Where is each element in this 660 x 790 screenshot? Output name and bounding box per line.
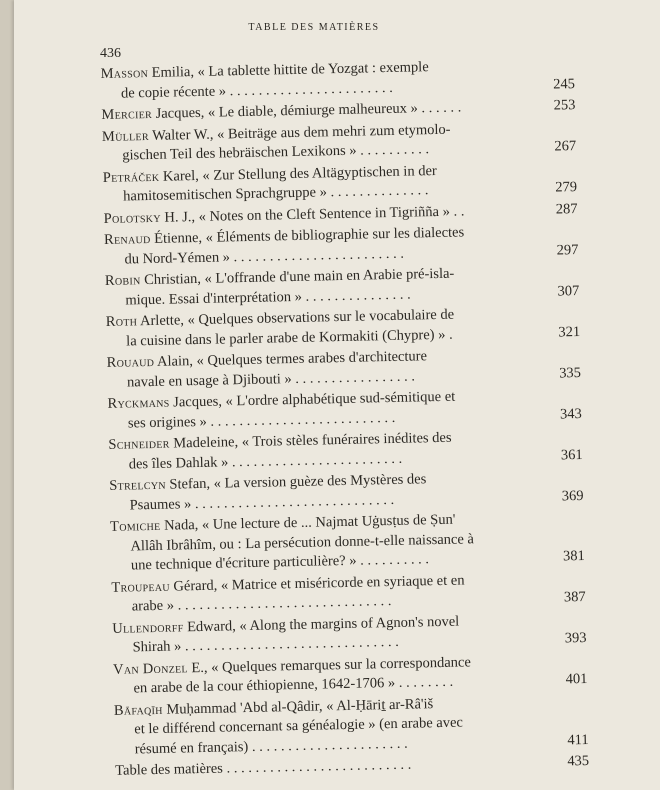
toc-author: Ryckmans bbox=[107, 394, 170, 412]
toc-author: Petráček bbox=[102, 168, 160, 186]
table-of-contents bbox=[100, 35, 590, 783]
toc-title: Nada, « Une lecture de ... Najmat Uġusṭus de Ṣun' bbox=[160, 511, 456, 534]
toc-author: Rouaud bbox=[106, 353, 155, 371]
toc-title: Arlette, « Quelques observations sur le vocabulaire de bbox=[137, 306, 455, 330]
toc-entry-continuation: Shirah » . . . . . . . . . . . . . . . . . . . . . . . . . . . . . . bbox=[132, 633, 399, 656]
toc-author: Strelcyn bbox=[109, 476, 166, 494]
toc-title: Jacques, « L'ordre alphabétique sud-sémitique et bbox=[169, 388, 456, 411]
toc-author: Schneider bbox=[108, 435, 170, 453]
toc-author: Mercier bbox=[101, 105, 153, 123]
toc-entry-continuation: du Nord-Yémen » . . . . . . . . . . . . . . . . . . . . . . . . bbox=[124, 245, 405, 268]
toc-author: Tomiche bbox=[109, 517, 161, 535]
toc-page-number: 279 bbox=[555, 179, 578, 196]
book-page bbox=[14, 0, 660, 790]
toc-title: H. J., « Notes on the Cleft Sentence in Tigriñña » . . bbox=[160, 202, 465, 226]
toc-page-number: 387 bbox=[563, 588, 586, 606]
toc-page-number: 393 bbox=[564, 629, 587, 647]
toc-page-number: 361 bbox=[560, 446, 583, 463]
toc-title: Stefan, « La version guèze des Mystères des bbox=[165, 471, 427, 493]
toc-entry-continuation: en arabe de la cour éthiopienne, 1642-1706 » . . . . . . . . bbox=[133, 673, 454, 697]
toc-page-number: 307 bbox=[557, 282, 580, 299]
toc-author: Renaud bbox=[103, 230, 151, 248]
toc-title: Edward, « Along the margins of Agnon's novel bbox=[183, 613, 460, 635]
toc-title: Table des matières . . . . . . . . . . . . . . . . . . . . . . . . . . bbox=[115, 756, 412, 779]
toc-page-number: 335 bbox=[559, 364, 582, 381]
toc-entry-continuation: la cuisine dans le parler arabe de Kormakiti (Chypre) » . bbox=[126, 326, 453, 350]
toc-entry-continuation: de copie récente » . . . . . . . . . . . . . . . . . . . . . . . bbox=[120, 79, 393, 102]
toc-title: Madeleine, « Trois stèles funéraires inédites des bbox=[169, 429, 452, 452]
toc-author: Ullendorff bbox=[112, 618, 184, 637]
toc-entry-continuation: arabe » . . . . . . . . . . . . . . . . . . . . . . . . . . . . . . bbox=[131, 593, 392, 615]
toc-entry-continuation: et le différend concernant sa généalogie » (en arabe avec bbox=[134, 714, 464, 738]
toc-entry-continuation: Allâh Ibrâhîm, ou : La persécution donne-t-elle naissance à bbox=[130, 530, 475, 554]
toc-author: Bāfaqīh bbox=[113, 701, 163, 719]
toc-page-number: 411 bbox=[567, 731, 589, 748]
toc-entry-continuation: hamitosemitischen Sprachgruppe » . . . . . . . . . . . . . . bbox=[123, 182, 429, 205]
toc-entry-continuation: ses origines » . . . . . . . . . . . . . . . . . . . . . . . . . . bbox=[127, 409, 396, 431]
toc-entry-continuation: gischen Teil des hebräischen Lexikons » . . . . . . . . . . bbox=[122, 141, 430, 164]
toc-author: Robin bbox=[104, 272, 141, 289]
toc-page-number: 287 bbox=[555, 200, 578, 217]
toc-title: Muḥammad 'Abd al-Qâdir, « Al-Ḥāriṯ ar-Râ'iš bbox=[162, 695, 434, 718]
toc-author: Roth bbox=[105, 313, 138, 330]
toc-title: Karel, « Zur Stellung des Altägyptischen in der bbox=[159, 162, 437, 185]
toc-title: Emilia, « La tablette hittite de Yozgat : exemple bbox=[147, 59, 429, 81]
toc-page-number: 245 bbox=[552, 75, 576, 93]
toc-entry bbox=[109, 508, 585, 576]
toc-title: Alain, « Quelques termes arabes d'architecture bbox=[154, 348, 428, 370]
toc-page-number: 321 bbox=[558, 323, 581, 340]
toc-title: Jacques, « Le diable, démiurge malheureux » . . . . . . bbox=[151, 99, 462, 122]
page-number: 436 bbox=[100, 46, 121, 61]
toc-entry bbox=[113, 692, 589, 760]
toc-author: Polotsky bbox=[103, 209, 161, 227]
toc-author: Troupeau bbox=[111, 578, 171, 596]
toc-page-number: 401 bbox=[565, 670, 588, 688]
toc-entry-continuation: mique. Essai d'interprétation » . . . . . . . . . . . . . . . bbox=[125, 286, 411, 309]
toc-page-number: 267 bbox=[554, 138, 577, 155]
toc-title: Walter W., « Beiträge aus dem mehri zum etymolo- bbox=[148, 121, 451, 144]
toc-entry-continuation: des îles Dahlak » . . . . . . . . . . . . . . . . . . . . . . . . bbox=[128, 450, 403, 472]
toc-author: Masson bbox=[100, 65, 149, 82]
toc-title: Étienne, « Éléments de bibliographie sur les dialectes bbox=[150, 224, 465, 247]
toc-title: Christian, « L'offrande d'une main en Arabie pré-isla- bbox=[140, 265, 455, 289]
toc-entry-continuation: une technique d'écriture particulière? » . . . . . . . . . . bbox=[130, 551, 430, 574]
toc-entry-continuation: Psaumes » . . . . . . . . . . . . . . . . . . . . . . . . . . . . bbox=[129, 491, 395, 513]
toc-entry-continuation: navale en usage à Djibouti » . . . . . . . . . . . . . . . . . bbox=[126, 367, 416, 391]
toc-title: E., « Quelques remarques sur la correspondance bbox=[187, 653, 472, 676]
toc-author: Müller bbox=[101, 127, 149, 145]
toc-page-number: 343 bbox=[559, 405, 582, 422]
toc-page-number: 435 bbox=[567, 752, 590, 770]
toc-page-number: 297 bbox=[556, 241, 579, 258]
toc-author: Van Donzel bbox=[112, 659, 189, 678]
toc-entry-continuation: résumé en français) . . . . . . . . . . . . . . . . . . . . . . bbox=[134, 735, 408, 757]
toc-page-number: 369 bbox=[561, 487, 584, 504]
toc-title: Gérard, « Matrice et miséricorde en syriaque et en bbox=[169, 571, 465, 595]
running-header: TABLE DES MATIÈRES bbox=[248, 22, 380, 33]
toc-page-number: 381 bbox=[562, 547, 585, 565]
toc-page-number: 253 bbox=[553, 97, 576, 114]
